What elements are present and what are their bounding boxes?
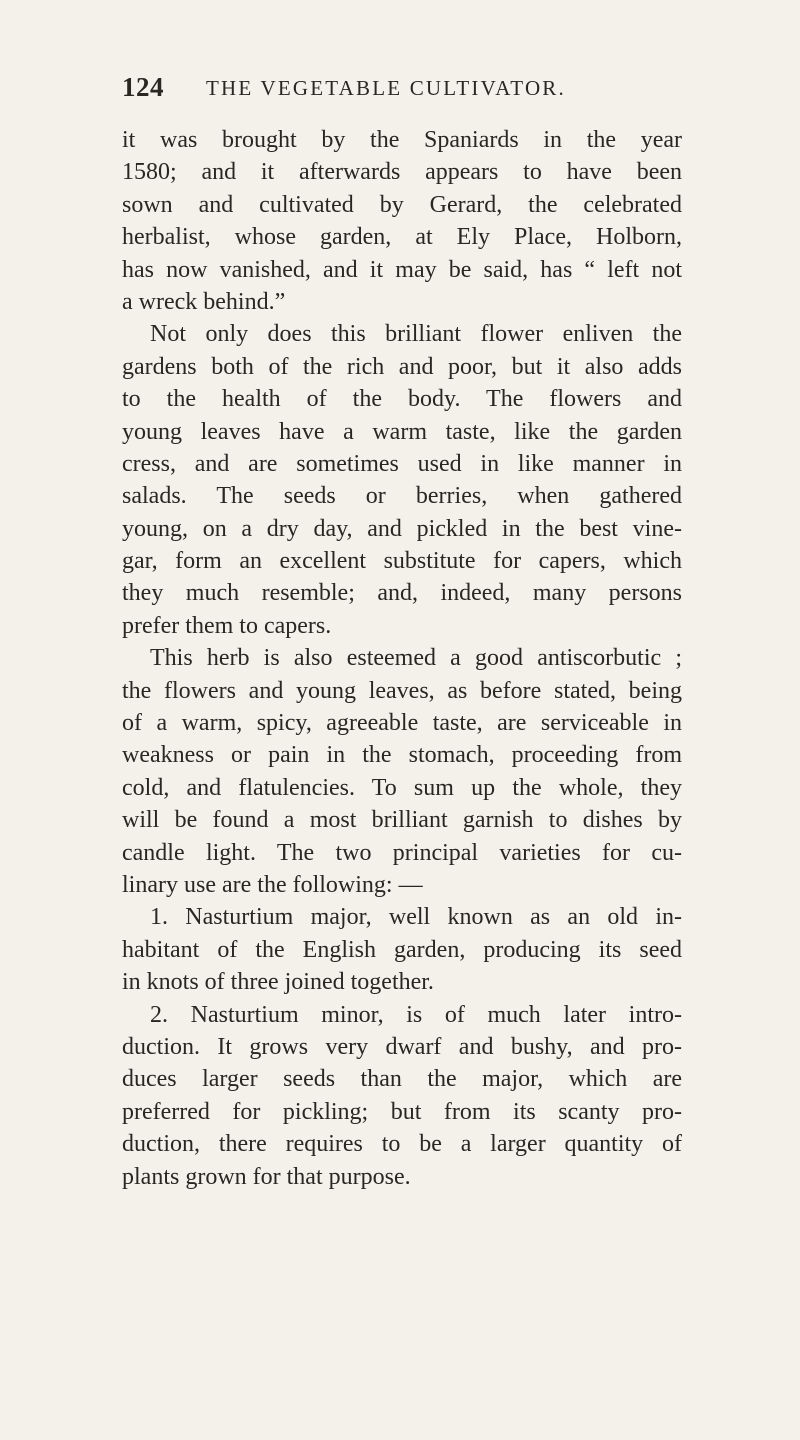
text-line: 2. Nasturtium minor, is of much later intro- xyxy=(150,1001,682,1028)
text-line: This herb is also esteemed a good antiscorbutic ; xyxy=(150,645,682,672)
text-line: the flowers and young leaves, as before stated, being xyxy=(122,677,682,704)
text-line: herbalist, whose garden, at Ely Place, Holborn, xyxy=(122,224,682,251)
text-line: duction. It grows very dwarf and bushy, and pro- xyxy=(122,1033,682,1060)
running-title: THE VEGETABLE CULTIVATOR. xyxy=(206,76,566,100)
text-line: 1580; and it afterwards appears to have been xyxy=(122,159,682,186)
paragraph xyxy=(122,124,682,318)
text-line: preferred for pickling; but from its scanty pro- xyxy=(122,1098,682,1125)
text-line: duction, there requires to be a larger quantity of xyxy=(122,1131,682,1158)
text-line: of a warm, spicy, agreeable taste, are serviceable in xyxy=(122,710,682,737)
text-line: habitant of the English garden, producing its seed xyxy=(122,936,682,963)
text-line: cold, and flatulencies. To sum up the whole, they xyxy=(122,774,682,801)
text-line: salads. The seeds or berries, when gathered xyxy=(122,483,682,510)
text-line: weakness or pain in the stomach, proceeding from xyxy=(122,742,682,769)
body-text xyxy=(122,124,682,1193)
page-header xyxy=(122,72,642,106)
text-line: prefer them to capers. xyxy=(122,612,332,639)
text-line: candle light. The two principal varieties for cu- xyxy=(122,839,682,866)
text-line: in knots of three joined together. xyxy=(122,969,434,996)
page-number: 124 xyxy=(122,72,164,102)
text-line: will be found a most brilliant garnish to dishes by xyxy=(122,807,682,834)
text-line: gardens both of the rich and poor, but it also adds xyxy=(122,353,682,380)
text-line: 1. Nasturtium major, well known as an old in- xyxy=(150,904,682,931)
text-line: gar, form an excellent substitute for capers, which xyxy=(122,548,682,575)
text-line: a wreck behind.” xyxy=(122,288,286,315)
text-line: it was brought by the Spaniards in the year xyxy=(122,127,682,153)
text-line: young, on a dry day, and pickled in the best vine- xyxy=(122,515,682,542)
paragraph xyxy=(122,999,682,1193)
text-line: has now vanished, and it may be said, has “ left not xyxy=(122,256,682,283)
text-line: to the health of the body. The flowers and xyxy=(122,386,682,413)
paragraph xyxy=(122,318,682,642)
text-line: sown and cultivated by Gerard, the celebrated xyxy=(122,191,682,218)
paragraph xyxy=(122,642,682,901)
text-line: duces larger seeds than the major, which are xyxy=(122,1066,682,1093)
text-line: young leaves have a warm taste, like the garden xyxy=(122,418,682,445)
text-line: they much resemble; and, indeed, many persons xyxy=(122,580,682,607)
paragraph xyxy=(122,901,682,998)
text-line: cress, and are sometimes used in like manner in xyxy=(122,450,682,477)
text-line: linary use are the following: — xyxy=(122,871,423,898)
text-line: plants grown for that purpose. xyxy=(122,1163,411,1190)
text-line: Not only does this brilliant flower enliven the xyxy=(150,321,682,348)
